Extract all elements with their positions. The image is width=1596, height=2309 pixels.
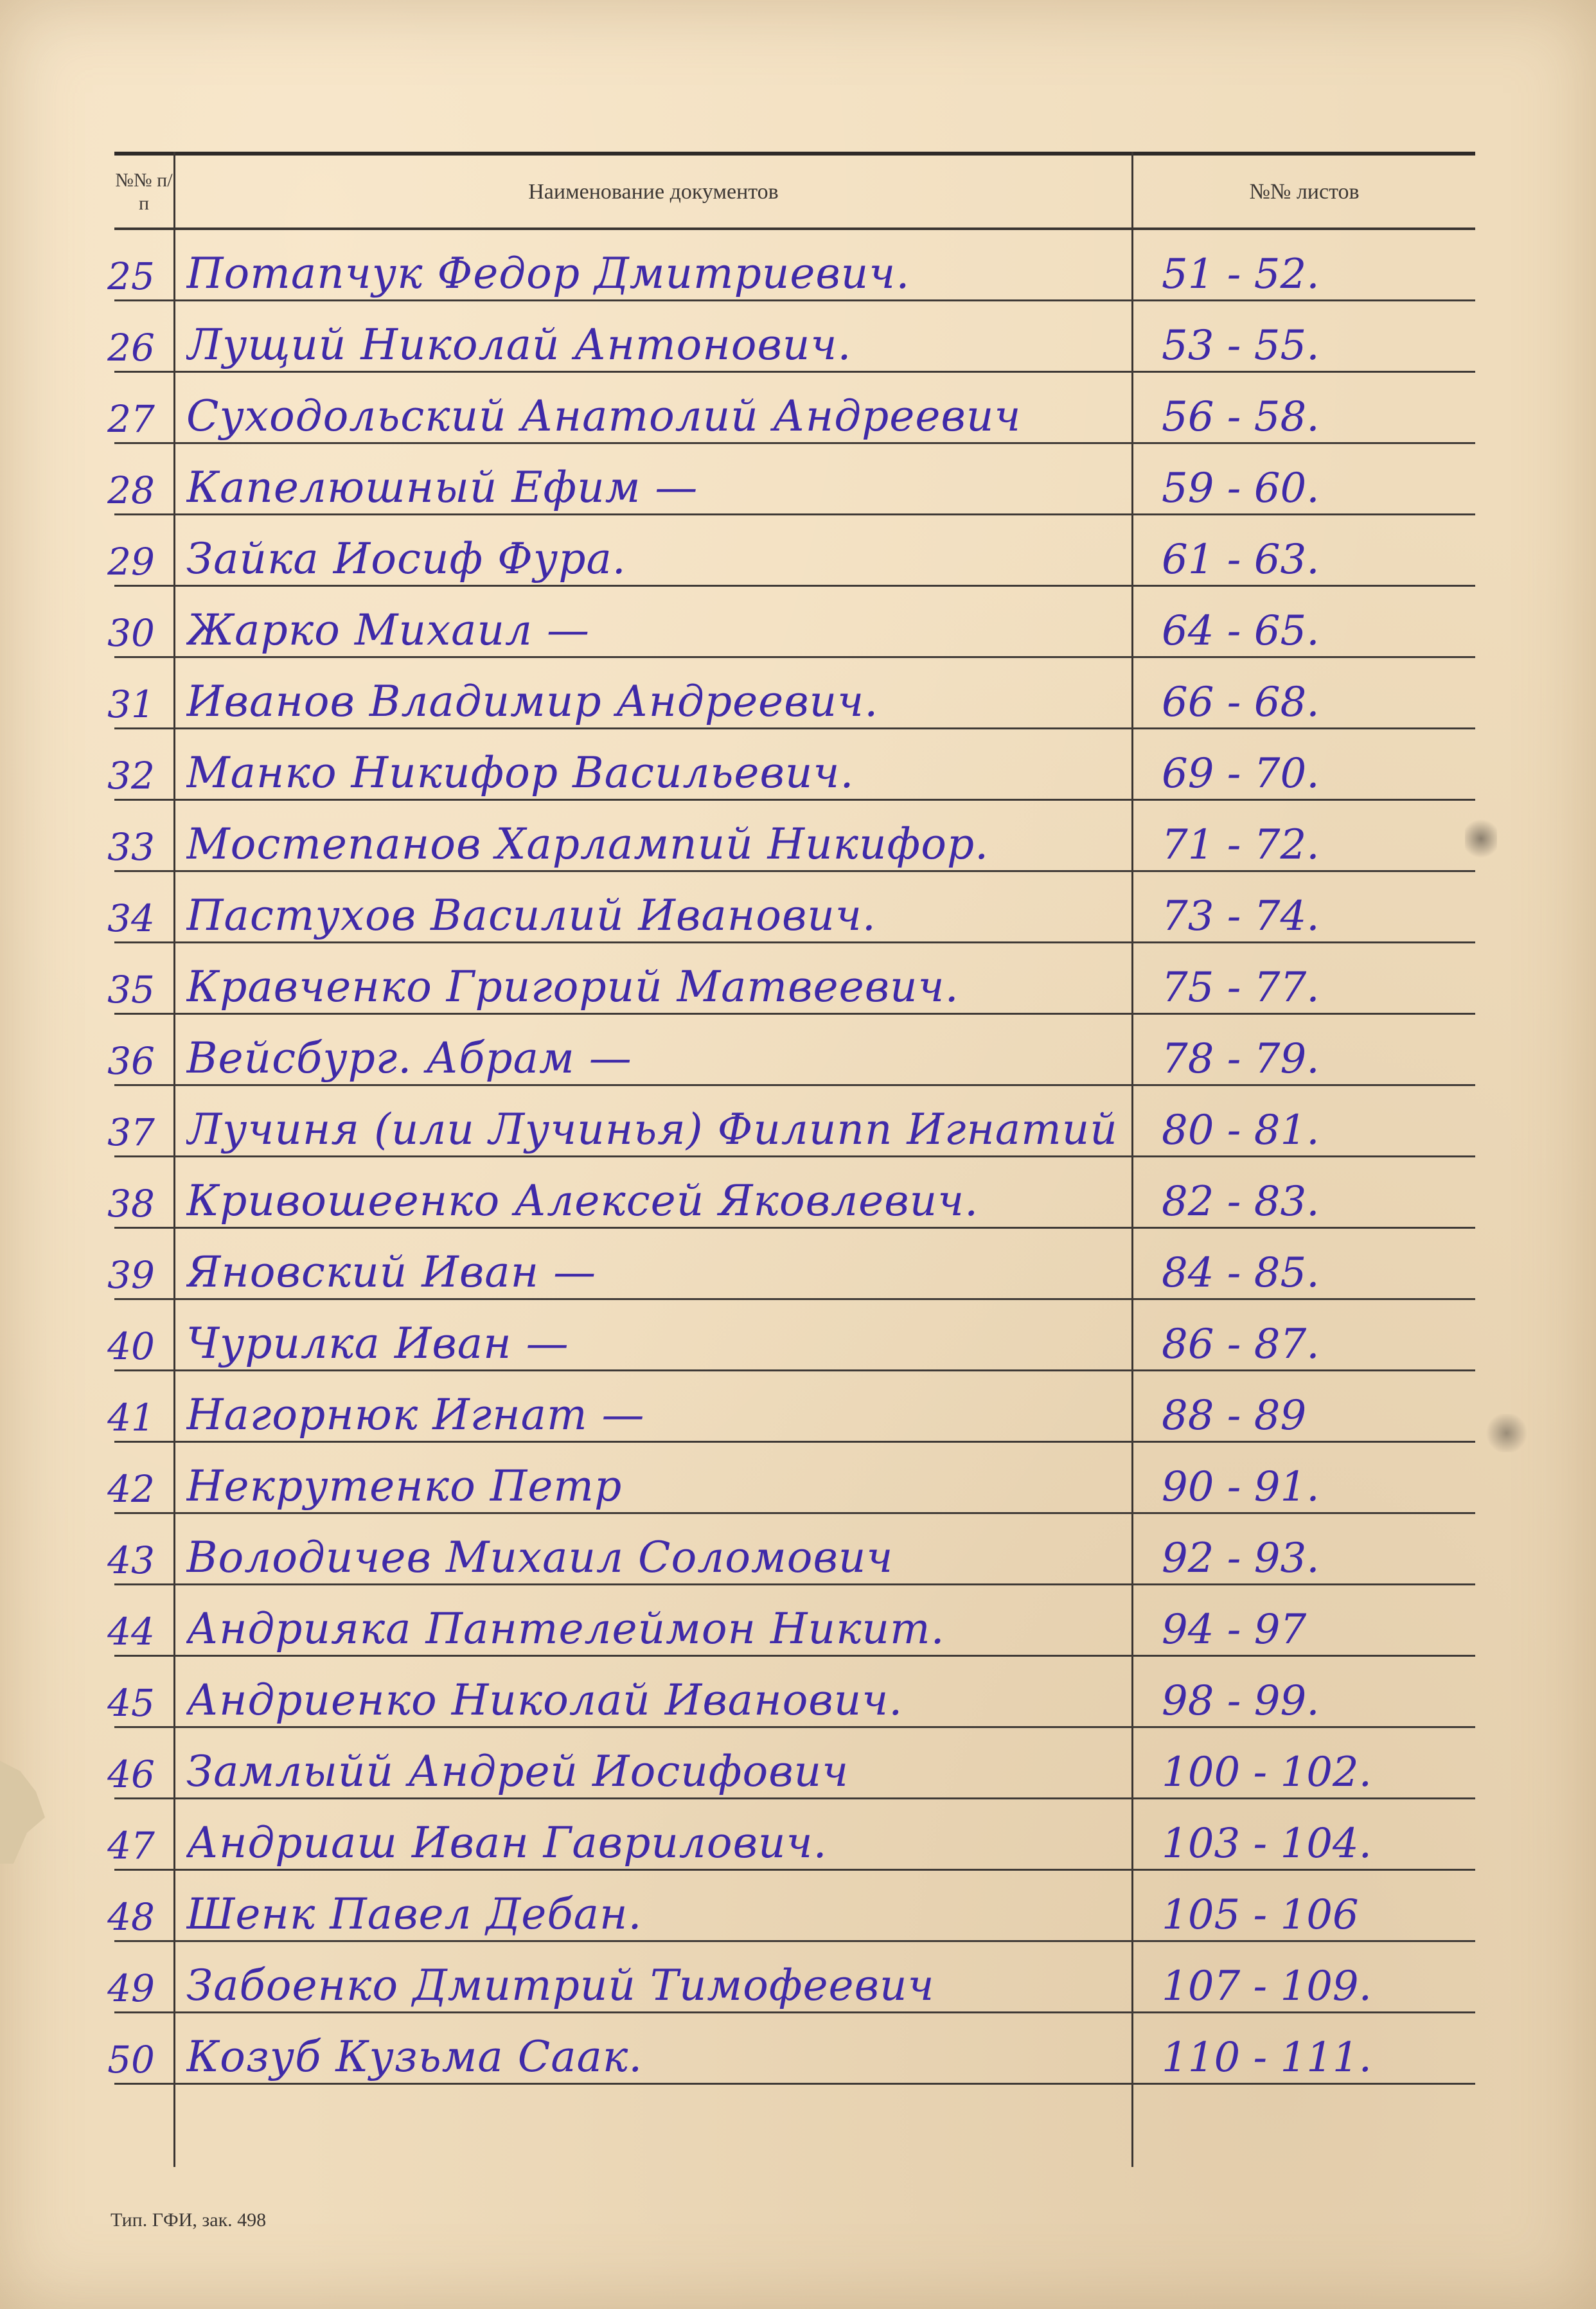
sheet-range: 51 - 52. — [1162, 251, 1320, 298]
sheet-range: 53 - 55. — [1162, 322, 1320, 370]
sheet-range: 105 - 106 — [1162, 1891, 1359, 1939]
paper-damage-mark — [1465, 816, 1497, 861]
row-number: 40 — [107, 1324, 155, 1368]
table-row — [107, 1871, 1475, 1942]
document-name: Забоенко Дмитрий Тимофеевич — [186, 1961, 935, 2010]
sheet-range: 80 - 81. — [1162, 1107, 1320, 1154]
document-name: Жарко Михаил — — [186, 605, 590, 655]
table-row — [107, 2013, 1475, 2085]
row-number: 44 — [107, 1610, 155, 1654]
sheet-range: 71 - 72. — [1162, 821, 1320, 869]
row-number: 41 — [107, 1396, 155, 1440]
table-row — [107, 1015, 1475, 1086]
document-name: Андриенко Николай Иванович. — [186, 1675, 903, 1725]
sheet-range: 90 - 91. — [1162, 1463, 1320, 1511]
row-number: 30 — [107, 611, 155, 655]
document-name: Пастухов Василий Иванович. — [186, 891, 876, 940]
row-number: 35 — [107, 968, 155, 1012]
table-row — [107, 729, 1475, 801]
document-name: Андриаш Иван Гаврилович. — [186, 1818, 828, 1868]
table-row — [107, 1443, 1475, 1514]
row-number: 46 — [107, 1752, 155, 1796]
document-name: Потапчук Федор Дмитриевич. — [186, 249, 910, 298]
row-number: 47 — [107, 1824, 155, 1868]
table-row — [107, 872, 1475, 943]
row-number: 38 — [107, 1182, 155, 1226]
document-name: Зайка Иосиф Фура. — [186, 534, 626, 584]
table-row — [107, 1585, 1475, 1657]
document-name: Замлыйй Андрей Иосифович — [186, 1747, 849, 1796]
sheet-range: 69 - 70. — [1162, 750, 1320, 798]
table-row — [107, 587, 1475, 658]
document-name: Володичев Михаил Соломович — [186, 1533, 894, 1582]
row-number: 45 — [107, 1681, 155, 1725]
header-num-col: №№ п/п — [115, 170, 173, 214]
sheet-range: 107 - 109. — [1162, 1963, 1372, 2010]
table-row — [107, 1942, 1475, 2013]
table-row — [107, 515, 1475, 587]
row-number: 49 — [107, 1966, 155, 2010]
row-number: 39 — [107, 1253, 155, 1297]
sheet-range: 75 - 77. — [1162, 964, 1320, 1012]
table-row — [107, 801, 1475, 872]
row-number: 28 — [107, 468, 155, 512]
document-name: Нагорнюк Игнат — — [186, 1390, 645, 1440]
table-top-rule — [114, 152, 1475, 156]
table-body — [107, 230, 1475, 2085]
document-name: Яновский Иван — — [186, 1247, 597, 1297]
document-name: Иванов Владимир Андреевич. — [186, 677, 879, 726]
row-number: 33 — [107, 825, 155, 869]
document-name: Вейсбург. Абрам — — [186, 1033, 632, 1083]
document-name: Мостепанов Харлампий Никифор. — [186, 819, 989, 869]
row-number: 36 — [107, 1039, 155, 1083]
sheet-range: 78 - 79. — [1162, 1035, 1320, 1083]
table-row — [107, 1300, 1475, 1371]
sheet-range: 88 - 89 — [1162, 1392, 1307, 1440]
sheet-range: 98 - 99. — [1162, 1677, 1320, 1725]
table-row — [107, 1799, 1475, 1871]
torn-edge — [0, 1761, 45, 1864]
document-name: Кравченко Григорий Матвеевич. — [186, 962, 959, 1012]
row-number: 48 — [107, 1895, 155, 1939]
document-name: Козуб Кузьма Саак. — [186, 2032, 643, 2082]
paper-damage-mark — [1484, 1414, 1529, 1452]
table-row — [107, 444, 1475, 515]
sheet-range: 59 - 60. — [1162, 465, 1320, 512]
sheet-range: 103 - 104. — [1162, 1820, 1372, 1868]
row-number: 27 — [107, 397, 155, 441]
table-row — [107, 1728, 1475, 1799]
row-number: 43 — [107, 1538, 155, 1582]
sheet-range: 64 - 65. — [1162, 607, 1320, 655]
sheet-range: 86 - 87. — [1162, 1321, 1320, 1368]
document-name: Лучиня (или Лучинья) Филипп Игнатий — [186, 1105, 1118, 1154]
document-name: Манко Никифор Васильевич. — [186, 748, 855, 798]
header-name-col: Наименование документов — [528, 180, 779, 204]
sheet-range: 82 - 83. — [1162, 1178, 1320, 1226]
sheet-range: 110 - 111. — [1162, 2034, 1372, 2082]
sheet-range: 73 - 74. — [1162, 893, 1320, 940]
sheet-range: 66 - 68. — [1162, 679, 1320, 726]
row-number: 32 — [107, 754, 155, 798]
sheet-range: 100 - 102. — [1162, 1749, 1372, 1796]
document-name: Лущий Николай Антонович. — [186, 320, 852, 370]
document-name: Капелюшный Ефим — — [186, 463, 698, 512]
row-number: 26 — [107, 326, 155, 370]
document-table — [107, 152, 1475, 2167]
sheet-range: 94 - 97 — [1162, 1606, 1307, 1654]
document-name: Суходольский Анатолий Андреевич — [186, 391, 1022, 441]
document-name: Некрутенко Петр — [186, 1461, 623, 1511]
sheet-range: 84 - 85. — [1162, 1249, 1320, 1297]
table-row — [107, 1371, 1475, 1443]
row-number: 31 — [107, 682, 155, 726]
table-row — [107, 1157, 1475, 1229]
table-row — [107, 1514, 1475, 1585]
document-name: Андрияка Пантелеймон Никит. — [186, 1604, 945, 1654]
printer-footer: Тип. ГФИ, зак. 498 — [111, 2209, 267, 2231]
table-row — [107, 1229, 1475, 1300]
row-number: 37 — [107, 1110, 155, 1154]
document-name: Чурилка Иван — — [186, 1319, 569, 1368]
sheet-range: 56 - 58. — [1162, 393, 1320, 441]
row-number: 25 — [107, 254, 155, 298]
table-row — [107, 230, 1475, 301]
table-row — [107, 301, 1475, 373]
row-number: 34 — [107, 896, 155, 940]
document-name: Кривошеенко Алексей Яковлевич. — [186, 1176, 979, 1226]
document-name: Шенк Павел Дебан. — [186, 1889, 643, 1939]
header-sheets-col: №№ листов — [1249, 180, 1360, 204]
table-row — [107, 943, 1475, 1015]
row-number: 42 — [107, 1467, 155, 1511]
table-row — [107, 658, 1475, 729]
sheet-range: 61 - 63. — [1162, 536, 1320, 584]
table-row — [107, 1657, 1475, 1728]
table-row — [107, 1086, 1475, 1157]
row-number: 50 — [107, 2038, 155, 2082]
table-row — [107, 373, 1475, 444]
sheet-range: 92 - 93. — [1162, 1535, 1320, 1582]
row-number: 29 — [107, 540, 155, 584]
